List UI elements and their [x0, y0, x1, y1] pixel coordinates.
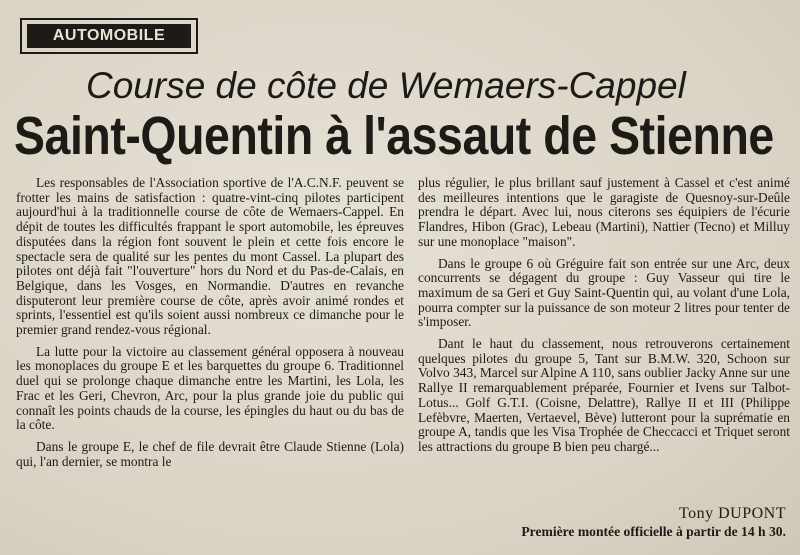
article-byline: Tony DUPONT	[678, 505, 786, 522]
paragraph: Les responsables de l'Association sportive de l'A.C.N.F. peuvent se frotter les mains de satisfaction : quatre-vint-cinq pilotes participent aujourd'hui à la traditionnelle course de côte de Wemaers-Cappel. En dépit de toutes les difficultés frappant le sport automobile, les épreuves disputées dans la région font souvent le plein et cette fois encore le spectacle sera de qualité sur les pentes du mont Cassel. La plupart des pilotes ont déjà fait "l'ouverture" hors du Nord et du Pas-de-Calais, en Belgique, dans les Vosges, en Normandie. D'autres en revanche disputeront leur première course de côte, après avoir animé rondes et sprints, l'essentiel est qu'ils soient aussi nombreux ce dimanche pour le premier grand rendez-vous régional.	[16, 175, 404, 338]
section-label-text: AUTOMOBILE	[52, 27, 166, 44]
section-label	[20, 18, 198, 54]
paragraph: Dans le groupe E, le chef de file devrait être Claude Stienne (Lola) qui, l'an dernier, se montra le	[16, 438, 404, 469]
paragraph: La lutte pour la victoire au classement général opposera à nouveau les monoplaces du groupe E et les barquettes du groupe 6. Traditionnel duel qui se prolonge chaque dimanche entre les Martini, les Lola, les Frac et les Geri, Chevron, Arc, pour la plus grande joie du public qui connaît les points chauds de la course, les épingles du haut ou du bas de la côte.	[16, 343, 404, 433]
paragraph: Dant le haut du classement, nous retrouverons certainement quelques pilotes du groupe 5, Tant sur B.M.W. 320, Schoon sur Volvo 343, Marcel sur Alpine A 110, sans oublier Jacky Anne sur une Rallye II remarquablement préparée, Fournier et Ivens sur Talbot-Lotus... Golf G.T.I. (Coisne, Delattre), Rallye II et III (Philippe Lefèbvre, Maerten, Vertaevel, Bève) lutteront pour la suprématie en groupe A, tandis que les Visa Trophée de Checcacci et Triquet seront les attractions du groupe B bien peu chargé...	[418, 336, 790, 454]
article-column-left	[16, 176, 404, 469]
paragraph: plus régulier, le plus brillant sauf justement à Cassel et c'est animé des meilleures intentions que le garagiste de Quesnoy-sur-Deûle prendra le départ. Avec lui, nous citerons ses équipiers de l'écurie Flandres, Hibon (Grac), Lebeau (Martini), Nattier (Tecno) et Milluy sur une monoplace "maison".	[418, 175, 790, 249]
article-headline: Saint-Quentin à l'assaut de Stienne	[14, 106, 774, 166]
article-column-right	[418, 176, 790, 455]
section-label-background	[27, 24, 191, 48]
start-time-note: Première montée officielle à partir de 14 h 30.	[521, 524, 786, 539]
article-kicker: Course de côte de Wemaers-Cappel	[86, 65, 686, 106]
paragraph: Dans le groupe 6 où Gréguire fait son entrée sur une Arc, deux concurrents se dégagent du groupe : Guy Vasseur qui tire le maximum de sa Geri et Guy Saint-Quentin qui, au volant d'une Lola, pourra compter sur la puissance de son moteur 2 litres pour tenter de s'imposer.	[418, 255, 790, 330]
